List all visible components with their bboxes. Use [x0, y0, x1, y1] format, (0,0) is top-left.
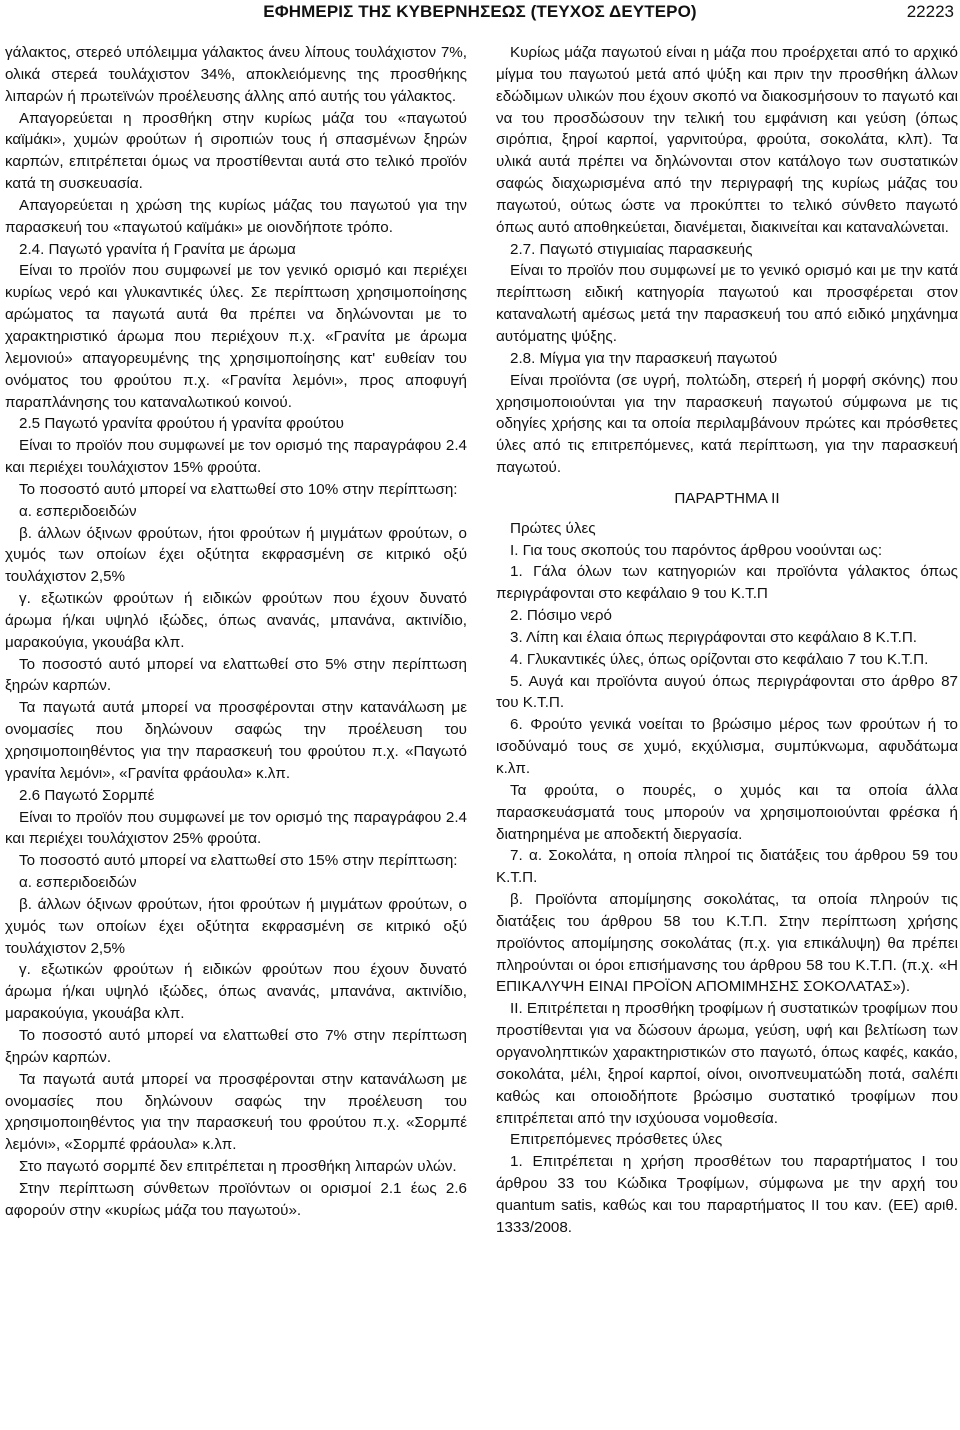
list-item: 2. Πόσιμο νερό [510, 607, 612, 625]
section-heading: 2.8. Μίγμα για την παρασκευή παγωτού [510, 349, 778, 367]
paragraph: Τα φρούτα, ο πουρές, ο χυμός και τα οποία άλλα παρασκευάσματά τους μπορούν να χρησιμοποιούνται φρέσκα ή διατηρημένα με αποδεκτή διεργασία. [496, 781, 958, 843]
paragraph: Στην περίπτωση σύνθετων προϊόντων οι ορισμοί 2.1 έως 2.6 αφορούν στην «κυρίως μάζα του παγωτού». [5, 1179, 467, 1219]
paragraph: Τα παγωτά αυτά μπορεί να προσφέρονται στην κατανάλωση με ονομασίες που δηλώνουν σαφώς την προέλευση του χρησιμοποιηθέντος για την παρασκευή του φρούτου π.χ. «Παγωτό γρανίτα λεμόνι», «Γρανίτα φράουλα» κ.λπ. [5, 699, 467, 782]
paragraph: ΙΙ. Επιτρέπεται η προσθήκη τροφίμων ή συστατικών τροφίμων που προστίθενται για να δώσουν άρωμα, γεύση, υφή και βελτίωση των οργανοληπτικών χαρακτηριστικών στο παγωτό, όπως καφές, κακάο, σοκολάτα, μέλι, ξηροί καρποί, οίνοι, οινοπνευματώδη ποτά, σαλέπι καθώς και οποιοδήποτε βρώσιμο συστατικό τροφίμων που επιτρέπεται από την ισχύουσα νομοθεσία. [496, 1000, 958, 1127]
paragraph: γάλακτος, στερεό υπόλειμμα γάλακτος άνευ λίπους τουλάχιστον 7%, ολικά στερεά τουλάχιστον 34%, αποκλειόμενης της προσθήκης λιπαρών ή πρωτεϊνών προέλευσης άλλης από αυτής του γάλακτος. [5, 44, 467, 105]
section-heading: 2.5 Παγωτό γρανίτα φρούτου ή γρανίτα φρούτου [19, 415, 344, 433]
list-item: β. άλλων όξινων φρούτων, ήτοι φρούτων ή μιγμάτων φρούτων, ο χυμός των οποίων έχει οξύτητα εκφρασμένη σε κιτρικό οξύ τουλάχιστον 2,5% [5, 524, 467, 586]
section-heading: Πρώτες ύλες [510, 519, 596, 537]
list-item: 7. α. Σοκολάτα, η οποία πληροί τις διατάξεις του άρθρου 59 του Κ.Τ.Π. [496, 847, 958, 887]
list-item: 5. Αυγά και προϊόντα αυγού όπως περιγράφονται στο άρθρο 87 του Κ.Τ.Π. [496, 672, 958, 712]
paragraph: Ι. Για τους σκοπούς του παρόντος άρθρου νοούνται ως: [510, 541, 883, 559]
paragraph: Το ποσοστό αυτό μπορεί να ελαττωθεί στο 10% στην περίπτωση: [19, 480, 458, 498]
page-header [0, 0, 960, 30]
left-column [5, 42, 467, 1222]
paragraph: Κυρίως μάζα παγωτού είναι η μάζα που προέρχεται από το αρχικό μίγμα του παγωτού μετά από ψύξη και πριν την προσθήκη άλλων εδώδιμων υλικών που έχουν σκοπό να διακοσμήσουν το παγωτό και να του προσδώσουν την τελική του εμφάνιση και γεύση (όπως σιρόπια, ξηροί καρποί, γαρνιτούρα, φρούτα, σοκολάτα, κλπ). Τα υλικά αυτά πρέπει να δηλώνονται στον κατάλογο των συστατικών σαφώς διαχωρισμένα από την περιγραφή της κυρίως μάζας του παγωτού, ούτως ώστε να προκύπτει το τελικό σύνθετο παγωτό όπως αυτό αποθηκεύεται, διανέμεται, διακινείται και καταναλώνεται. [496, 44, 958, 236]
paragraph: Απαγορεύεται η χρώση της κυρίως μάζας του παγωτού για την παρασκευή του «παγωτού καϊμάκι» με οιονδήποτε τρόπο. [5, 196, 467, 236]
paragraph: Είναι το προϊόν που συμφωνεί με τον ορισμό της παραγράφου 2.4 και περιέχει τουλάχιστον 15% φρούτα. [5, 437, 467, 477]
page-number: 22223 [906, 2, 954, 21]
paragraph: Το ποσοστό αυτό μπορεί να ελαττωθεί στο 5% στην περίπτωση ξηρών καρπών. [5, 655, 467, 695]
right-column [496, 42, 958, 1239]
list-item: 1. Γάλα όλων των κατηγοριών και προϊόντα γάλακτος όπως περιγράφονται στο κεφάλαιο 9 του Κ.Τ.Π [496, 563, 958, 603]
list-item: γ. εξωτικών φρούτων ή ειδικών φρούτων που έχουν δυνατό άρωμα ή/και υψηλό ιξώδες, όπως ανανάς, μπανάνα, ακτινίδιο, μαρακούγια, γκουάβα κλπ. [5, 590, 467, 651]
paragraph: Το ποσοστό αυτό μπορεί να ελαττωθεί στο 15% στην περίπτωση: [19, 852, 458, 870]
paragraph: Είναι το προϊόν που συμφωνεί με το γενικό ορισμό και με την κατά περίπτωση ειδική κατηγορία παγωτού και προσφέρεται στον καταναλωτή αμέσως μετά την παρασκευή του από ειδικό μηχάνημα αυτόματης ψύξης. [496, 262, 958, 345]
paragraph: Τα παγωτά αυτά μπορεί να προσφέρονται στην κατανάλωση με ονομασίες που δηλώνουν σαφώς την προέλευση του χρησιμοποιηθέντος για την παρασκευή του φρούτου π.χ. «Σορμπέ λεμόνι», «Σορμπέ φράουλα» κ.λπ. [5, 1070, 467, 1154]
paragraph: Απαγορεύεται η προσθήκη στην κυρίως μάζα του «παγωτού καϊμάκι», χυμών φρούτων ή σιροπιών τους ή σπασμένων ξηρών καρπών, επιτρέπεται όμως να προστίθενται αυτά στο τελικό προϊόν κατά τη συσκευασία. [5, 109, 467, 193]
paragraph: Στο παγωτό σορμπέ δεν επιτρέπεται η προσθήκη λιπαρών υλών. [19, 1158, 457, 1176]
list-item: 4. Γλυκαντικές ύλες, όπως ορίζονται στο κεφάλαιο 7 του Κ.Τ.Π. [510, 650, 929, 668]
section-heading: 2.4. Παγωτό γρανίτα ή Γρανίτα με άρωμα [19, 240, 296, 258]
list-item: β. Προϊόντα απομίμησης σοκολάτας, τα οποία πληρούν τις διατάξεις του άρθρου 58 του Κ.Τ.Π. Στην περίπτωση χρήσης προϊόντος απομίμησης σοκολάτας (π.χ. για επικάλυψη) θα πρέπει πληρούνται οι όροι επισήμανσης του άρθρου 58 του Κ.Τ.Π. (π.χ. «Η ΕΠΙΚΑΛΥΨΗ ΕΙΝΑΙ ΠΡΟΪΟΝ ΑΠΟΜΙΜΗΣΗΣ ΣΟΚΟΛΑΤΑΣ»). [496, 891, 958, 996]
paragraph: Το ποσοστό αυτό μπορεί να ελαττωθεί στο 7% στην περίπτωση ξηρών καρπών. [5, 1026, 467, 1066]
section-heading: 2.6 Παγωτό Σορμπέ [19, 786, 155, 804]
paragraph: 1. Επιτρέπεται η χρήση προσθέτων του παραρτήματος Ι του άρθρου 33 του Κώδικα Τροφίμων, σύμφωνα με την αρχή του quantum satis, καθώς και του παραρτήματος ΙΙ του καν. (ΕΕ) αριθ. 1333/2008. [496, 1153, 958, 1236]
annex-title: ΠΑΡΑΡΤΗΜΑ ΙΙ [674, 489, 780, 507]
list-item: α. εσπεριδοειδών [19, 874, 137, 892]
list-item: γ. εξωτικών φρούτων ή ειδικών φρούτων που έχουν δυνατό άρωμα ή/και υψηλό ιξώδες, όπως ανανάς, μπανάνα, ακτινίδιο, μαρακούγια, γκουάβα κλπ. [5, 961, 467, 1023]
list-item: β. άλλων όξινων φρούτων, ήτοι φρούτων ή μιγμάτων φρούτων, ο χυμός των οποίων έχει οξύτητα εκφρασμένη σε κιτρικό οξύ τουλάχιστον 2,5% [5, 895, 467, 957]
section-heading: Επιτρεπόμενες πρόσθετες ύλες [510, 1131, 723, 1149]
gazette-title: ΕΦΗΜΕΡΙΣ ΤΗΣ ΚΥΒΕΡΝΗΣΕΩΣ (ΤΕΥΧΟΣ ΔΕΥΤΕΡΟ) [263, 2, 697, 21]
section-heading: 2.7. Παγωτό στιγμιαίας παρασκευής [510, 240, 753, 258]
paragraph: Είναι το προϊόν που συμφωνεί με τον γενικό ορισμό και περιέχει κυρίως νερό και γλυκαντικές ύλες. Σε περίπτωση χρησιμοποίησης αρώματος τα παγωτά αυτά θα πρέπει να δηλώνονται με το χαρακτηριστικό άρωμα που περιέχουν π.χ. «Γρανίτα με άρωμα λεμονιού» απαγορευμένης της χρησιμοποίησης κατ' ευθείαν του ονόματος του φρούτου π.χ. «Γρανίτα λεμόνι», προς αποφυγή παραπλάνησης του καταναλωτικού κοινού. [5, 262, 467, 411]
paragraph: Είναι προϊόντα (σε υγρή, πολτώδη, στερεή ή μορφή σκόνης) που χρησιμοποιούνται για την παρασκευή παγωτού σύμφωνα με τις οδηγίες χρήσης και τα οποία περιλαμβάνουν πρώτες και πρόσθετες ύλες από τις επιτρεπόμενες, κατά περίπτωση, για την παρασκευή παγωτού. [496, 371, 958, 477]
list-item: 3. Λίπη και έλαια όπως περιγράφονται στο κεφάλαιο 8 Κ.Τ.Π. [510, 628, 918, 646]
paragraph: Είναι το προϊόν που συμφωνεί με τον ορισμό της παραγράφου 2.4 και περιέχει τουλάχιστον 25% φρούτα. [5, 808, 467, 848]
list-item: 6. Φρούτο γενικά νοείται το βρώσιμο μέρος των φρούτων ή το ισοδύναμό τους σε χυμό, εκχύλισμα, συμπύκνωμα, αφυδάτωμα κ.λπ. [496, 716, 958, 777]
list-item: α. εσπεριδοειδών [19, 502, 137, 520]
